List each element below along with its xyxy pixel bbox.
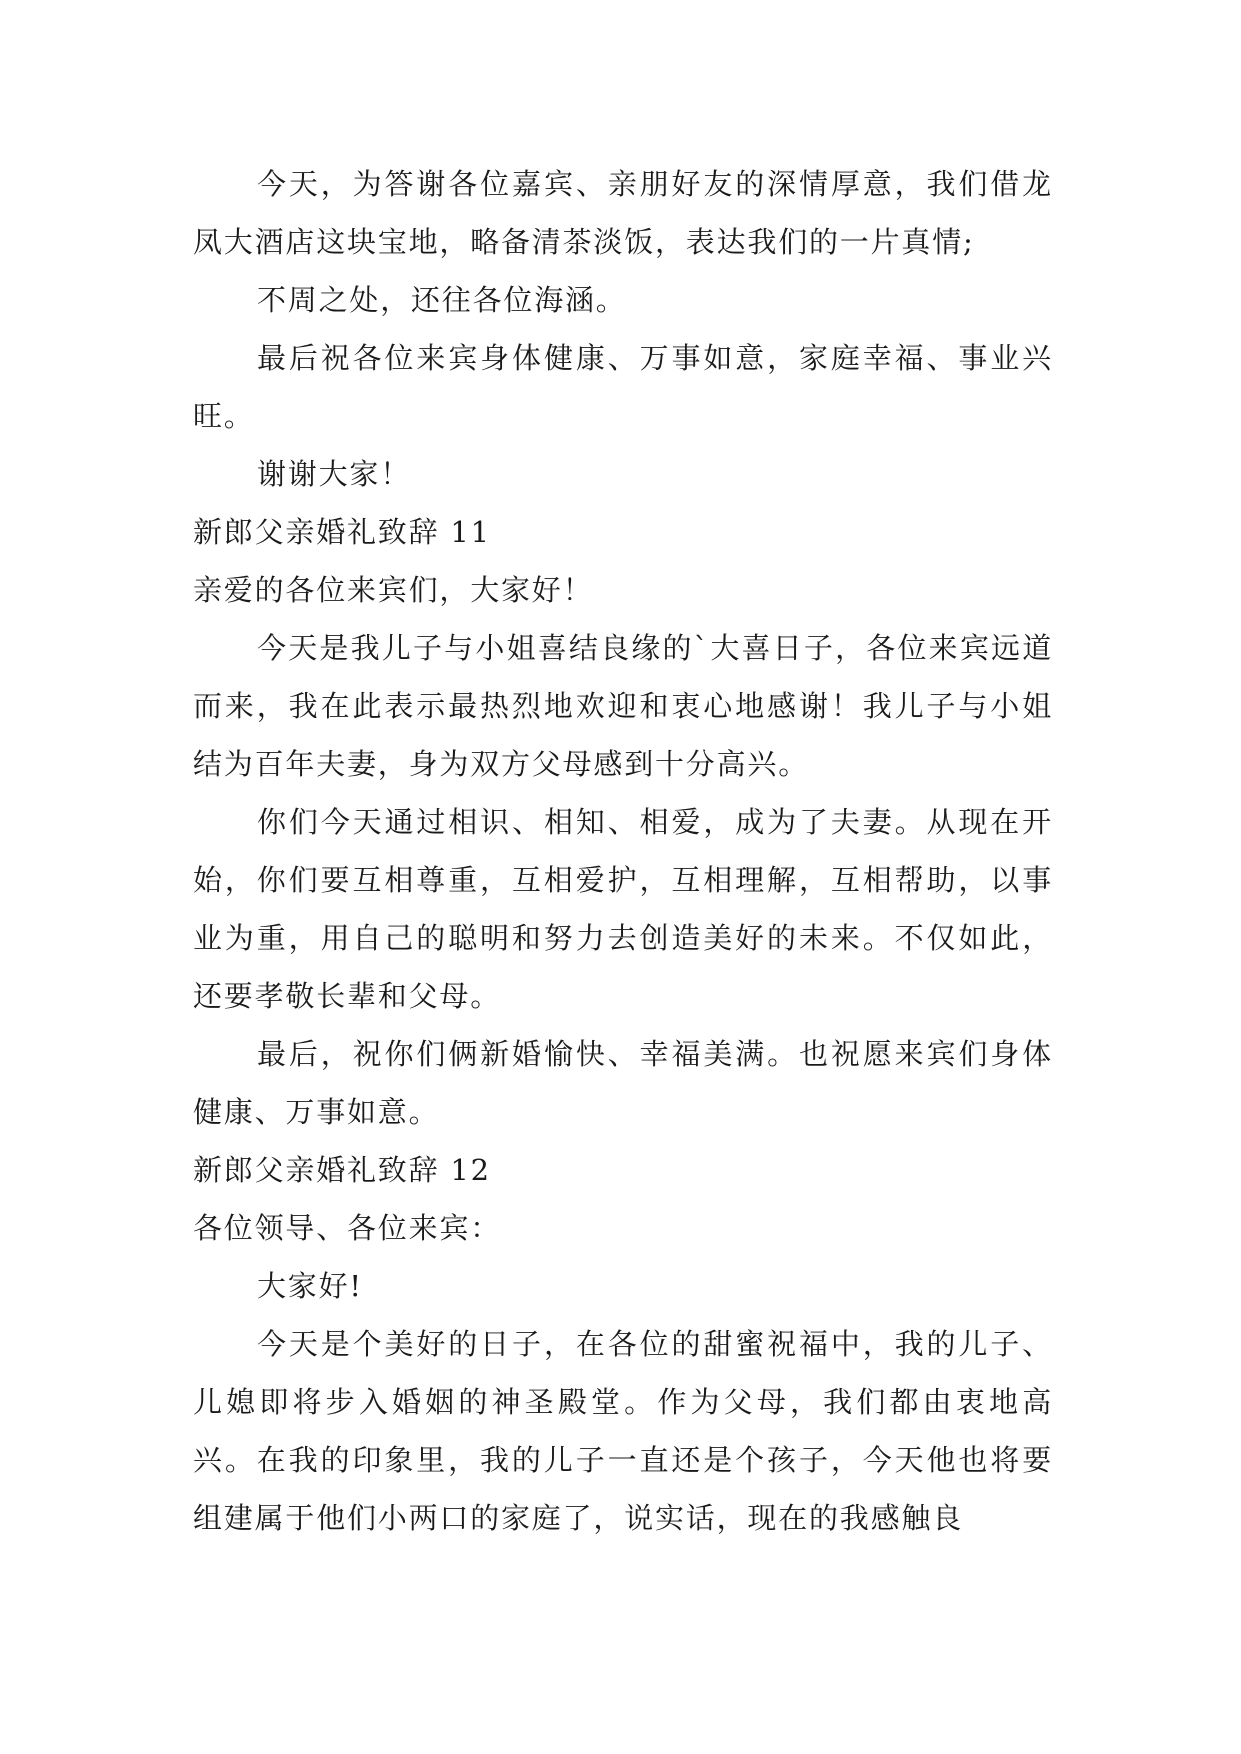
section-heading: 新郎父亲婚礼致辞 12 bbox=[193, 1153, 491, 1187]
salutation: 各位领导、各位来宾： bbox=[193, 1211, 502, 1245]
document-page bbox=[193, 155, 1053, 1547]
body-paragraph: 大家好! bbox=[257, 1269, 363, 1303]
body-paragraph: 你们今天通过相识、相知、相爱，成为了夫妻。从现在开始，你们要互相尊重，互相爱护，互相理解，互相帮助，以事业为重，用自己的聪明和努力去创造美好的未来。不仅如此，还要孝敬长辈和父母。 bbox=[193, 805, 1053, 1013]
salutation: 亲爱的各位来宾们，大家好！ bbox=[193, 573, 594, 607]
body-paragraph: 最后，祝你们俩新婚愉快、幸福美满。也祝愿来宾们身体健康、万事如意。 bbox=[193, 1037, 1053, 1129]
section-heading: 新郎父亲婚礼致辞 11 bbox=[193, 515, 491, 549]
body-paragraph: 不周之处，还往各位海涵。 bbox=[257, 283, 627, 317]
body-paragraph: 今天是我儿子与小姐喜结良缘的`大喜日子，各位来宾远道而来，我在此表示最热烈地欢迎和衷心地感谢！我儿子与小姐结为百年夫妻，身为双方父母感到十分高兴。 bbox=[193, 631, 1053, 781]
body-paragraph: 谢谢大家！ bbox=[257, 457, 412, 491]
body-paragraph: 最后祝各位来宾身体健康、万事如意，家庭幸福、事业兴旺。 bbox=[193, 341, 1053, 433]
body-paragraph: 今天是个美好的日子，在各位的甜蜜祝福中，我的儿子、儿媳即将步入婚姻的神圣殿堂。作为父母，我们都由衷地高兴。在我的印象里，我的儿子一直还是个孩子，今天他也将要组建属于他们小两口的家庭了，说实话，现在的我感触良 bbox=[193, 1327, 1053, 1535]
body-paragraph: 今天，为答谢各位嘉宾、亲朋好友的深情厚意，我们借龙凤大酒店这块宝地，略备清茶淡饭，表达我们的一片真情; bbox=[193, 167, 1053, 259]
